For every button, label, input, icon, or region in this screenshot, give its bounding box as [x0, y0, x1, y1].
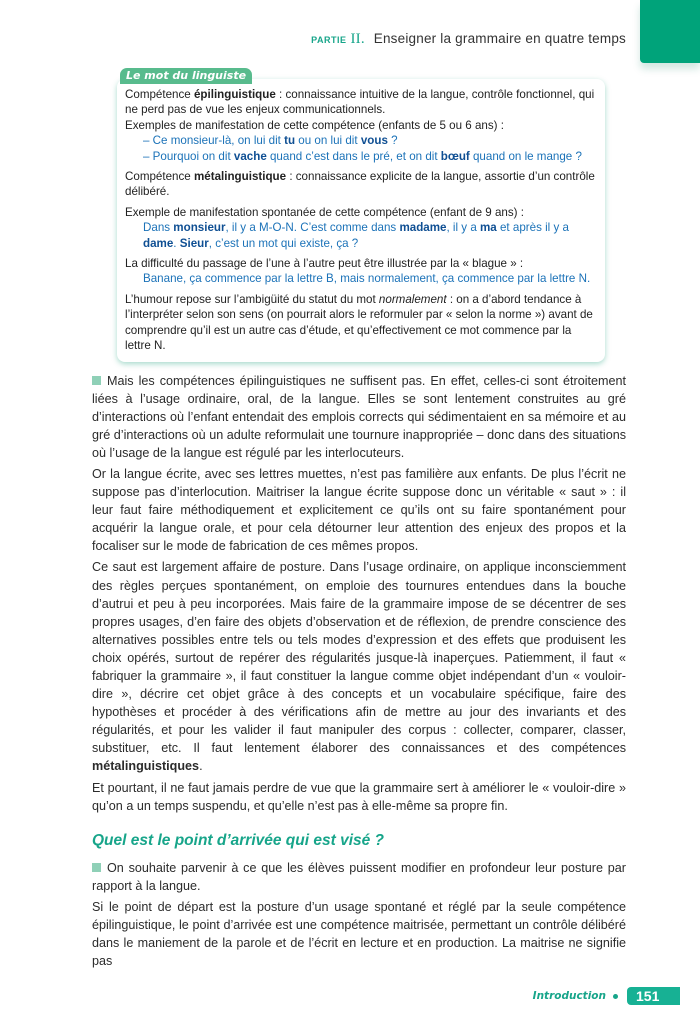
- text: Compétence: [125, 88, 194, 101]
- box-joke-intro: La difficulté du passage de l’une à l’autre peut être illustrée par la « blague » :: [125, 257, 524, 271]
- running-header: [311, 30, 626, 49]
- text: Compétence: [125, 170, 194, 184]
- text: quand on le mange ?: [469, 149, 582, 163]
- text: .: [173, 236, 180, 250]
- body-text: [92, 372, 626, 974]
- term: dame: [143, 236, 174, 250]
- box-metalinguistic-def: [125, 169, 599, 200]
- box-explanation: [125, 292, 599, 354]
- box-epilinguistic-def: [125, 87, 599, 118]
- term: métalinguistique: [193, 170, 287, 184]
- text: On souhaite parvenir à ce que les élèves puissent modifier en profondeur leur posture par rapport à la langue.: [92, 860, 626, 893]
- term: métalinguistiques: [92, 759, 200, 774]
- page-number: 151: [627, 987, 680, 1005]
- box-examples-intro: Exemples de manifestation de cette compétence (enfants de 5 ou 6 ans) :: [125, 118, 504, 132]
- paragraph: [92, 372, 626, 462]
- text: : connaissance intuitive de la langue, contrôle fonctionnel, qui ne perd pas de vue les enjeux communicationnels.: [125, 88, 595, 117]
- text: L’humour repose sur l’ambigüité du statut du mot: [125, 292, 379, 306]
- text: – Pourquoi on dit: [143, 149, 234, 163]
- text: , il y a: [446, 221, 480, 235]
- footer-section: Introduction: [532, 990, 606, 1003]
- term: ma: [480, 221, 497, 235]
- term: madame: [399, 221, 447, 235]
- linguist-box-wrapper: [117, 69, 605, 362]
- example-3: [125, 220, 599, 251]
- term: tu: [284, 134, 296, 148]
- box-label: Le mot du linguiste: [120, 68, 252, 84]
- text: et après il y a: [496, 221, 569, 235]
- text: quand c’est dans le pré, et on dit: [266, 149, 441, 163]
- box-example-intro-2: Exemple de manifestation spontanée de cette compétence (enfant de 9 ans) :: [125, 205, 524, 219]
- text: .: [199, 759, 203, 774]
- square-bullet-icon: [92, 863, 101, 872]
- text: – Ce monsieur-là, on lui dit: [143, 134, 285, 148]
- square-bullet-icon: [92, 376, 101, 385]
- part-title: Enseigner la grammaire en quatre temps: [373, 31, 626, 46]
- text: ou on lui dit: [295, 134, 361, 148]
- term: Sieur: [179, 236, 209, 250]
- linguist-box: [117, 79, 605, 362]
- paragraph: [92, 859, 626, 895]
- example-joke: Banane, ça commence par la lettre B, mais normalement, ça commence par la lettre N.: [143, 272, 591, 286]
- example-1: [125, 133, 599, 148]
- paragraph: Et pourtant, il ne faut jamais perdre de vue que la grammaire sert à améliorer le « vouloir-dire » qu’on a un temps suspendu, et qu’elle n’est pas à elle-même sa propre fin.: [92, 780, 626, 813]
- part-number: II.: [350, 31, 365, 47]
- term: monsieur: [173, 221, 226, 235]
- text: : on a d’abord tendance à l’interpréter selon son sens (on pourrait alors le reformuler par « selon la norme ») avant de comprendre qu’il est un autre cas d’étude, et qu’effectivement ce mot commence par la lettre N.: [125, 292, 593, 353]
- term: épilinguistique: [193, 88, 276, 101]
- chapter-tab: [640, 0, 700, 63]
- term: vous: [360, 134, 388, 148]
- dot-icon: [613, 994, 618, 999]
- text: , il y a M-O-N. C’est comme dans: [225, 221, 400, 235]
- example-2: [125, 149, 599, 164]
- paragraph: Or la langue écrite, avec ses lettres muettes, n’est pas familière aux enfants. De plus l’écrit ne suppose pas d’interlocution. Maitriser la langue écrite suppose donc un véritable « saut » : il leur faut faire méthodiquement et explicitement ce qu’ils ont su faire spontanément pour acquérir la langue orale, et pour cela détourner leur attention des enjeux des propos et la focaliser sur le mode de fabrication de ces mêmes propos.: [92, 466, 626, 554]
- italic-term: normalement: [378, 292, 447, 306]
- text: ?: [387, 134, 398, 148]
- text: Mais les compétences épilinguistiques ne suffisent pas. En effet, celles-ci sont étroitement liées à l’usage ordinaire, oral, de la langue. Elles se sont lentement construites au gré d’interactions où l’enfant entendait des emplois corrects qui sédimentaient en sa mémoire et au gré d’interactions où un adulte reformulait une tournure inappropriée – donc dans des situations où l’usage de la langue est régulé par les interlocuteurs.: [92, 373, 626, 460]
- page-footer: [533, 973, 680, 1015]
- section-heading: Quel est le point d’arrivée qui est visé ?: [92, 831, 385, 849]
- text: Dans: [143, 221, 174, 235]
- text: Ce saut est largement affaire de posture. Dans l’usage ordinaire, on applique inconsciemment des règles perçues spontanément, on emploie des tournures entendues dans la bouche d’autrui et peu à peu incorporées. Mais faire de la grammaire impose de se décentrer de ses propres usages, d’en faire des objets d’observation et de réflexion, de prendre conscience des alternatives possibles entre tels ou tels modes d’expression et des effets que produisent les choix opérés, surtout de repérer des régularités jusque-là inaperçues. Patiemment, il faut « fabriquer la grammaire », il faut constituer la langue comme objet indépendant d’un « vouloir-dire », décrire cet objet grâce à des concepts et un vocabulaire spécifique, faire des hypothèses et procéder à des vérifications afin de mettre au jour des invariants et des régularités, et pour les valider il faut manipuler des corpus : collecter, comparer, classer, substituer, etc. Il faut lentement élaborer des connaissances et des compétences: [92, 560, 626, 756]
- paragraph: Si le point de départ est la posture d’un usage spontané et réglé par la seule compétence épilinguistique, le point d’arrivée est une compétence maitrisée, permettant un contrôle délibéré dans le maniement de la parole et de l’écrit en lecture et en production. La maitrise ne signifie pas: [92, 899, 626, 969]
- paragraph: [92, 558, 626, 775]
- term: bœuf: [440, 149, 470, 163]
- text: , c’est un mot qui existe, ça ?: [208, 236, 359, 250]
- text: : connaissance explicite de la langue, assortie d’un contrôle délibéré.: [125, 170, 595, 199]
- part-label: PARTIE: [311, 35, 347, 45]
- term: vache: [233, 149, 267, 163]
